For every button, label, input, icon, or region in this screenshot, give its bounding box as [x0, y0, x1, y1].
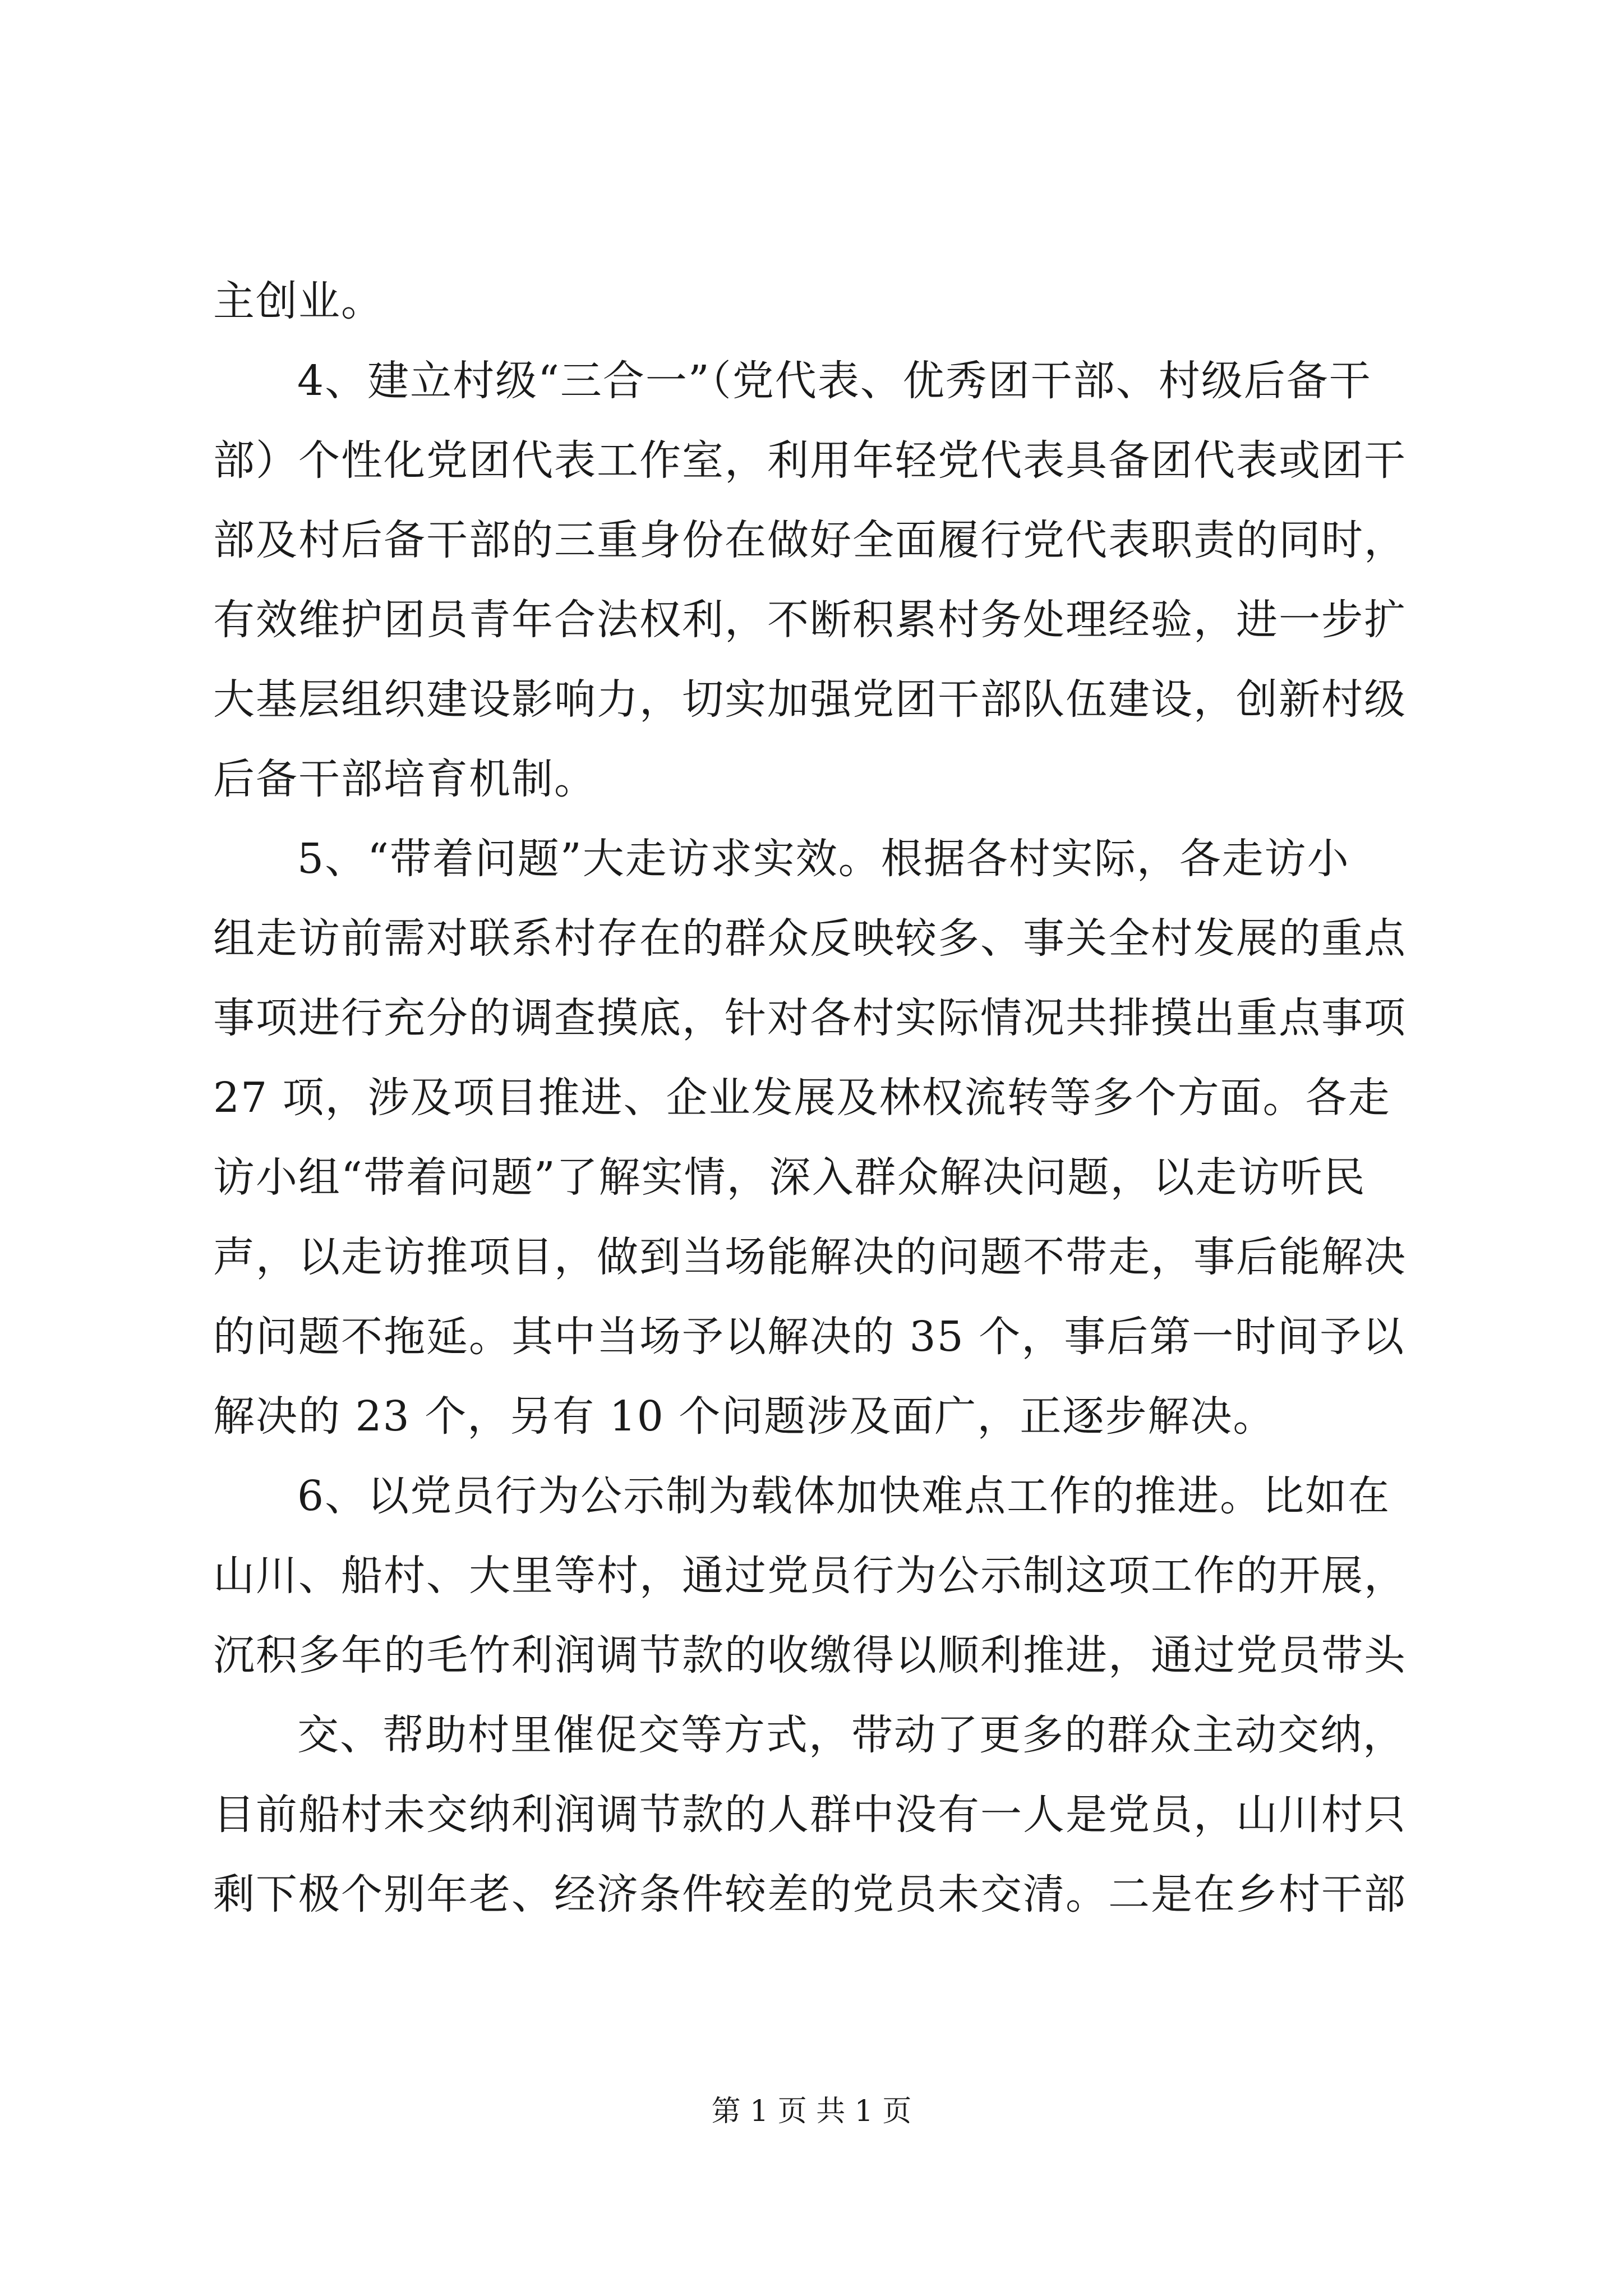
text-line: 访小组“带着问题”了解实情，深入群众解决问题，以走访听民: [213, 1153, 1366, 1202]
text-line: 有效维护团员青年合法权利，不断积累村务处理经验，进一步扩: [213, 596, 1407, 644]
text-line: 的问题不拖延。其中当场予以解决的 35 个，事后第一时间予以: [213, 1313, 1405, 1361]
text-line: 山川、船村、大里等村，通过党员行为公示制这项工作的开展，: [213, 1552, 1407, 1600]
text-line: 主创业。: [213, 277, 384, 325]
text-line: 6、以党员行为公示制为载体加快难点工作的推进。比如在: [297, 1472, 1391, 1520]
text-line: 交、帮助村里催促交等方式，带动了更多的群众主动交纳，: [297, 1711, 1405, 1759]
text-line: 目前船村未交纳利润调节款的人群中没有一人是党员，山川村只: [213, 1791, 1407, 1839]
text-line: 大基层组织建设影响力，切实加强党团干部队伍建设，创新村级: [213, 675, 1407, 724]
text-line: 解决的 23 个，另有 10 个问题涉及面广，正逐步解决。: [213, 1392, 1276, 1441]
text-line: 剩下极个别年老、经济条件较差的党员未交清。二是在乡村干部: [213, 1870, 1407, 1918]
text-line: 部及村后备干部的三重身份在做好全面履行党代表职责的同时，: [213, 516, 1407, 564]
text-line: 4、建立村级“三合一”（党代表、优秀团干部、村级后备干: [297, 357, 1372, 405]
text-line: 27 项，涉及项目推进、企业发展及林权流转等多个方面。各走: [213, 1074, 1391, 1122]
text-line: 后备干部培育机制。: [213, 755, 597, 803]
page-number-footer: 第 1 页 共 1 页: [711, 2095, 912, 2128]
text-line: 声，以走访推项目，做到当场能解决的问题不带走，事后能解决: [213, 1233, 1407, 1281]
text-line: 组走访前需对联系村存在的群众反映较多、事关全村发展的重点: [213, 914, 1407, 963]
text-line: 部）个性化党团代表工作室，利用年轻党代表具备团代表或团干: [213, 436, 1407, 485]
text-line: 事项进行充分的调查摸底，针对各村实际情况共排摸出重点事项: [213, 994, 1407, 1042]
text-line: 5、“带着问题”大走访求实效。根据各村实际，各走访小: [297, 835, 1350, 883]
text-line: 沉积多年的毛竹利润调节款的收缴得以顺利推进，通过党员带头: [213, 1631, 1407, 1680]
